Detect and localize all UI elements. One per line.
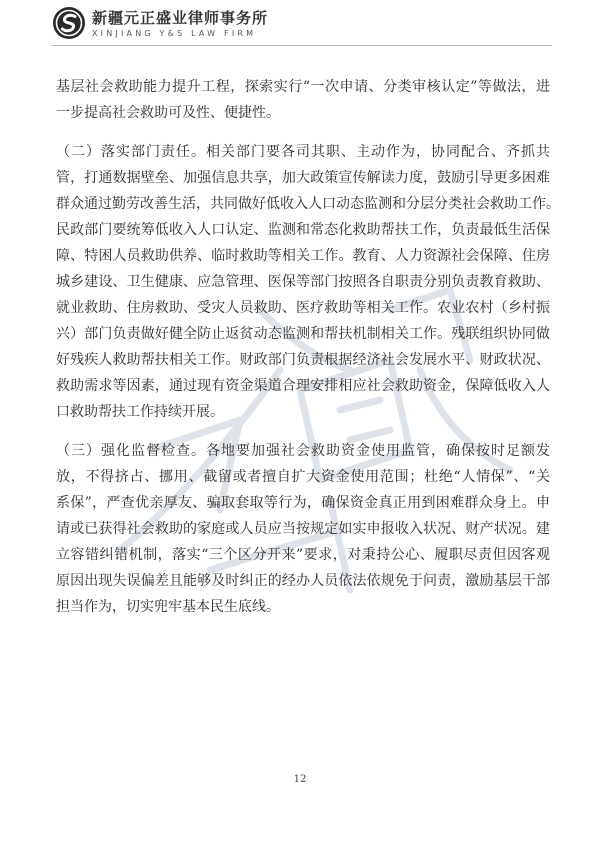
header-divider: [52, 45, 552, 46]
firm-name-english: XINJIANG Y&S LAW FIRM: [92, 29, 257, 38]
text-line: 兴）部门负责做好健全防止返贫动态监测和帮扶机制相关工作。残联组织协同做: [56, 326, 550, 342]
text-line: 城乡建设、卫生健康、应急管理、医保等部门按照各自职责分别负责教育救助、: [56, 274, 550, 290]
text-line: 群众通过勤劳改善生活，共同做好低收入人口动态监测和分层分类社会救助工作。: [56, 196, 560, 212]
text-line: （三）强化监督检查。各地要加强社会救助资金使用监管，确保按时足额发: [56, 443, 550, 459]
paragraph-department-responsibility: [56, 139, 560, 425]
text-line: 担当作为，切实兜牢基本民生底线。: [56, 599, 280, 615]
text-line: 好残疾人救助帮扶相关工作。财政部门负责根据经济社会发展水平、财政状况、: [56, 352, 550, 368]
text-line: 障、特困人员救助供养、临时救助等相关工作。教育、人力资源社会保障、住房: [56, 248, 550, 264]
page-number: 12: [293, 774, 307, 785]
paragraph-continuation: [56, 74, 550, 126]
text-line: 一步提高社会救助可及性、便捷性。: [56, 105, 280, 121]
firm-logo-icon: [52, 6, 86, 40]
text-line: （二）落实部门责任。相关部门要各司其职、主动作为，协同配合、齐抓共: [56, 144, 550, 160]
letterhead: [52, 5, 312, 45]
text-line: 基层社会救助能力提升工程，探索实行“一次申请、分类审核认定”等做法，进: [56, 79, 550, 95]
document-body: [56, 74, 560, 620]
text-line: 民政部门要统筹低收入人口认定、监测和常态化救助帮扶工作，负责最低生活保: [56, 222, 550, 238]
firm-name: 新疆元正盛业律师事务所: [92, 9, 269, 27]
text-line: 管，打通数据壁垒、加强信息共享，加大政策宣传解读力度，鼓励引导更多困难: [56, 170, 550, 186]
text-line: 原因出现失误偏差且能够及时纠正的经办人员依法依规免于问责，激励基层干部: [56, 573, 550, 589]
text-line: 立容错纠错机制，落实“三个区分开来”要求，对秉持公心、履职尽责但因客观: [56, 547, 550, 563]
text-line: 救助需求等因素，通过现有资金渠道合理安排相应社会救助资金，保障低收入人: [56, 378, 550, 394]
text-line: 系保”，严查优亲厚友、骗取套取等行为，确保资金真正用到困难群众身上。申: [56, 495, 550, 511]
paragraph-supervision-inspection: [56, 438, 550, 620]
text-line: 就业救助、住房救助、受灾人员救助、医疗救助等相关工作。农业农村（乡村振: [56, 300, 550, 316]
text-line: 放，不得挤占、挪用、截留或者擅自扩大资金使用范围；杜绝“人情保”、“关: [56, 469, 550, 485]
text-line: 请或已获得社会救助的家庭或人员应当按规定如实申报收入状况、财产状况。建: [56, 521, 550, 537]
text-line: 口救助帮扶工作持续开展。: [56, 404, 224, 420]
